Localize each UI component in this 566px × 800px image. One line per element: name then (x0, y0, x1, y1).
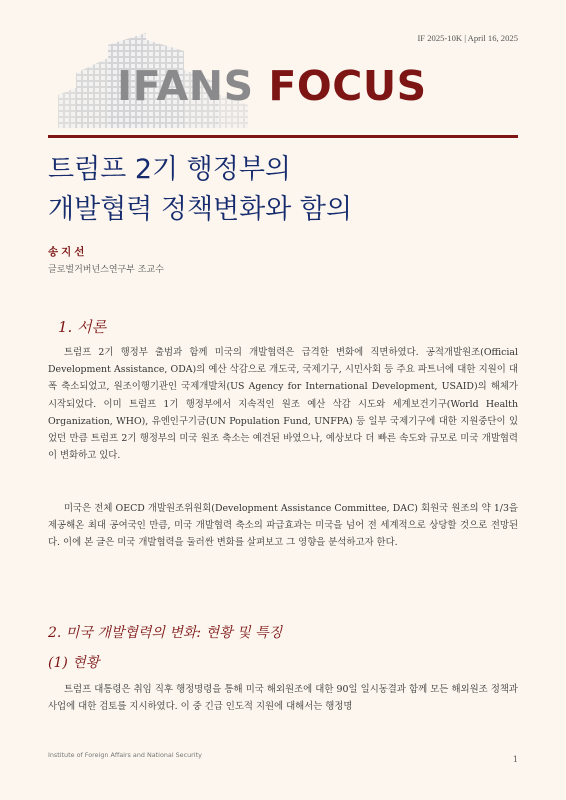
page-number: 1 (512, 755, 518, 764)
author-affiliation: 글로벌거버넌스연구부 조교수 (48, 265, 164, 275)
section-2-subheading: (1) 현황 (48, 655, 100, 671)
header-rule (48, 135, 518, 138)
section-1-paragraph-2: 미국은 전체 OECD 개발원조위원회(Development Assistance Committee, DAC) 회원국 원조의 약 1/3을 제공해온 최대 공여국인 만큼, 미국 개발협력 축소의 파급효과는 미국을 넘어 전 세계적으로 상당할 것으로 전망된다. 이에 본 글은 미국 개발협력을 둘러싼 변화를 살펴보고 그 영향을 분석하고자 한다. (48, 503, 518, 549)
author-name: 송지선 (48, 246, 88, 258)
issue-meta: IF 2025-10K | April 16, 2025 (417, 33, 518, 43)
ifans-focus-logo (117, 62, 427, 110)
section-1-paragraph-1: 트럼프 2기 행정부 출범과 함께 미국의 개발협력은 급격한 변화에 직면하였다. 공적개발원조(Official Development Assistance, ODA)의 예산 삭감으로 개도국, 국제기구, 시민사회 등 주요 파트너에 대한 지원이 대폭 축소되었고, 원조이행기관인 국제개발처(US Agency for International Development, USAID)의 해체가 시작되었다. 이미 트럼프 1기 행정부에서 지속적인 원조 예산 삭감 시도와 세계보건기구(World Health Organization, WHO), 유엔인구기금(UN Population Fund, UNFPA) 등 일부 국제기구에 대한 지원중단이 있었던 만큼 트럼프 2기 행정부의 미국 원조 축소는 예견된 바였으나, 예상보다 더 빠른 속도와 규모로 미국 개발협력이 변화하고 있다. (48, 347, 518, 462)
section-2-heading: 2. 미국 개발협력의 변화: 현황 및 특징 (48, 625, 283, 641)
title-line-1: 트럼프 2기 행정부의 (48, 154, 291, 185)
logo-focus: FOCUS (268, 62, 427, 110)
title-line-2: 개발협력 정책변화와 함의 (48, 194, 353, 225)
section-1-heading: 1. 서론 (58, 318, 107, 336)
footer-institute: Institute of Foreign Affairs and National Security (48, 751, 202, 759)
document-title (48, 150, 352, 230)
logo-ifans: IFANS (117, 62, 269, 110)
section-2-paragraph-1: 트럼프 대통령은 취임 직후 행정명령을 통해 미국 해외원조에 대한 90일 일시동결과 함께 모든 해외원조 정책과 사업에 대한 검토를 지시하였다. 이 중 긴급 인도적 지원에 대해서는 행정명 (48, 684, 518, 713)
